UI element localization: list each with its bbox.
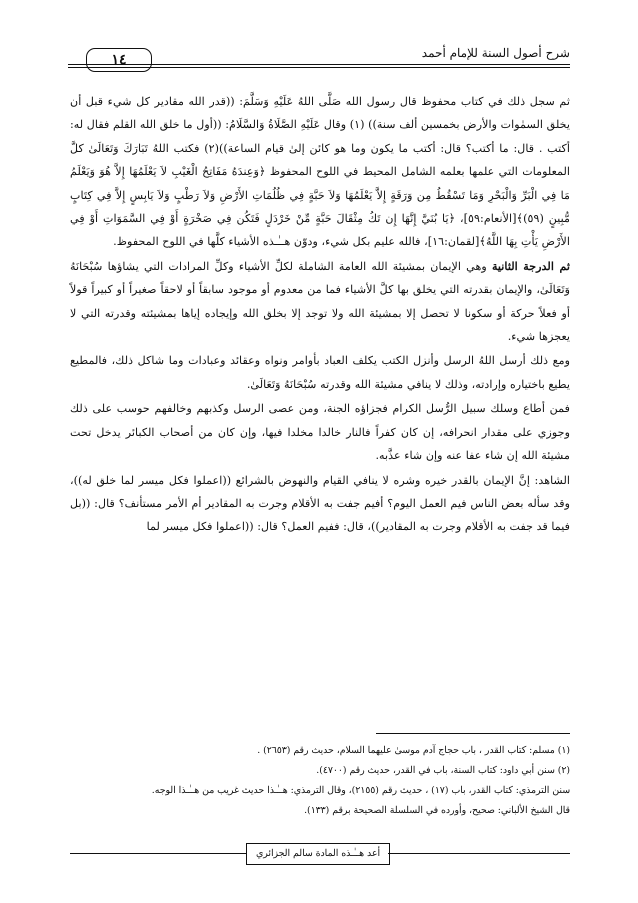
footer-rule-left (70, 853, 246, 854)
paragraph-messengers: ومع ذلك أرسل اللهُ الرسل وأنزل الكتب يكلف العباد بأوامر ونواه وعقائد وعبادات وما شاكل ذلك، فالمطيع يطيع باختياره وإرادته، وذلك لا ينافي مشيئة الله وقدرته سُبْحَانَهُ وَتَعَالَىٰ. (70, 354, 570, 391)
footnote-separator (376, 733, 570, 734)
paragraph-witness: الشاهد: إنَّ الإيمان بالقدر خيره وشره لا ينافي القيام والنهوض بالشرائع ((اعملوا فكل ميسر لما خلق له))، وقد سأله بعض الناس فيم العمل اليوم؟ أفيم جفت به الأقلام وجرت به المقادير أم الأمر مستأنف؟ قال: ((بل فيما قد جفت به الأقلام وجرت به المقادير))، قال: ففيم العمل؟ قال: ((اعملوا فكل ميسر لما (70, 473, 570, 534)
page-header (68, 42, 570, 74)
footnotes (70, 741, 570, 821)
book-title: شرح أصول السنة للإمام أحمد (421, 46, 570, 60)
footnote-1: (١) مسلم: كتاب القدر ، باب حجاج آدم موسىٰ عليهما السلام، حديث رقم (٢٦٥٣) . (257, 745, 570, 756)
section-heading-second-level: ثم الدرجة الثانية (491, 258, 571, 273)
paragraph-reward: فمن أطاع وسلك سبيل الرُّسل الكرام فجزاؤه الجنة، ومن عصى الرسل وكذبهم وخالفهم حوسب على ذلك وجوزي على مقدار انحرافه، إن كان كفراً فالنار خالدا مخلدا فيها، وإن كان من أصحاب الكبائر يدخل تحت مشيئة الله إن شاء عفا عنه وإن شاء عذَّبه. (70, 402, 570, 463)
page-number: ١٤ (86, 48, 152, 72)
main-text (70, 90, 570, 540)
paragraph-first-level: ثم سجل ذلك في كتاب محفوظ قال رسول الله صَلَّى اللهُ عَلَيْهِ وَسَلَّمَ: ((قدر الله مقادير كل شيء قبل أن يخلق السمٰوات والأرض بخمسين ألف سنة)) (١) وقال عَلَيْهِ الصَّلَاةُ وَالسَّلَامُ: ((أول ما خلق الله القلم فقال له: أكتب . قال: ما أكتب؟ قال: أكتب ما يكون وما هو كائن إلىٰ قيام الساعة))(٢) فكتب اللهُ تَبَارَكَ وَتَعَالَىٰ كلَّ المعلومات التي علمها بعلمه الشامل المحيط في اللوح المحفوظ ﴿وَعِندَهُ مَفَاتِحُ الْغَيْبِ لاَ يَعْلَمُهَا إِلاَّ هُوَ وَيَعْلَمُ مَا فِي الْبَرِّ وَالْبَحْرِ وَمَا تَسْقُطُ مِن وَرَقَةٍ إِلاَّ يَعْلَمُهَا وَلاَ حَبَّةٍ فِي ظُلُمَاتِ الأَرْضِ وَلاَ رَطْبٍ وَلاَ يَابِسٍ إِلاَّ فِي كِتَابٍ مُّبِينٍ (٥٩)﴾[الأنعام:٥٩]، ﴿يَا بُنَيَّ إِنَّهَا إِن تَكُ مِثْقَالَ حَبَّةٍ مِّنْ خَرْدَلٍ فَتَكُن فِي صَخْرَةٍ أَوْ فِي السَّمَوَاتِ أَوْ فِي الأَرْضِ يَأْتِ بِهَا اللَّهُ﴾[لقمان:١٦]، فالله عليم بكل شيء، ودوّن هــٰـذه الأشياء كلَّها في اللوح المحفوظ. (70, 95, 570, 249)
header-rule-double (68, 67, 570, 68)
footer-credit: أعد هــٰـذه المادة سالم الجزائري (246, 843, 390, 865)
footnote-2-tirmidhi: سنن الترمذي: كتاب القدر، باب (١٧) ، حديث رقم (٢١٥٥)، وقال الترمذي: هــٰـذا حديث غريب من هــٰـذا الوجه. (151, 785, 570, 796)
header-rule (68, 64, 570, 65)
footer-rule-right (388, 853, 570, 854)
footnote-2: (٢) سنن أبي داود: كتاب السنة، باب في القدر، حديث رقم (٤٧٠٠). (316, 765, 570, 776)
footnote-2-albani: قال الشيخ الألباني: صحيح، وأورده في السلسلة الصحيحة برقم (١٣٣). (304, 805, 570, 816)
paragraph-second-level-text: وهي الإيمان بمشيئة الله العامة الشاملة لكلِّ الأشياء وكلِّ المرادات التي يشاؤها سُبْحَانَهُ وَتَعَالَىٰ، والإيمان بقدرته التي يخلق بها كلَّ الأشياء فما من معدوم أو موجود سابقاً أو لاحقاً صغيراً أو كبيراً قولاً أو فعلاً حركة أو سكونا لا تحصل إلا بمشيئة الله ولا توجد إلا بخلق الله وإيجاده إياها بمشيئته وقدرته التي لا يعجزها شيء. (70, 259, 570, 344)
paragraph-second-level (70, 255, 570, 349)
